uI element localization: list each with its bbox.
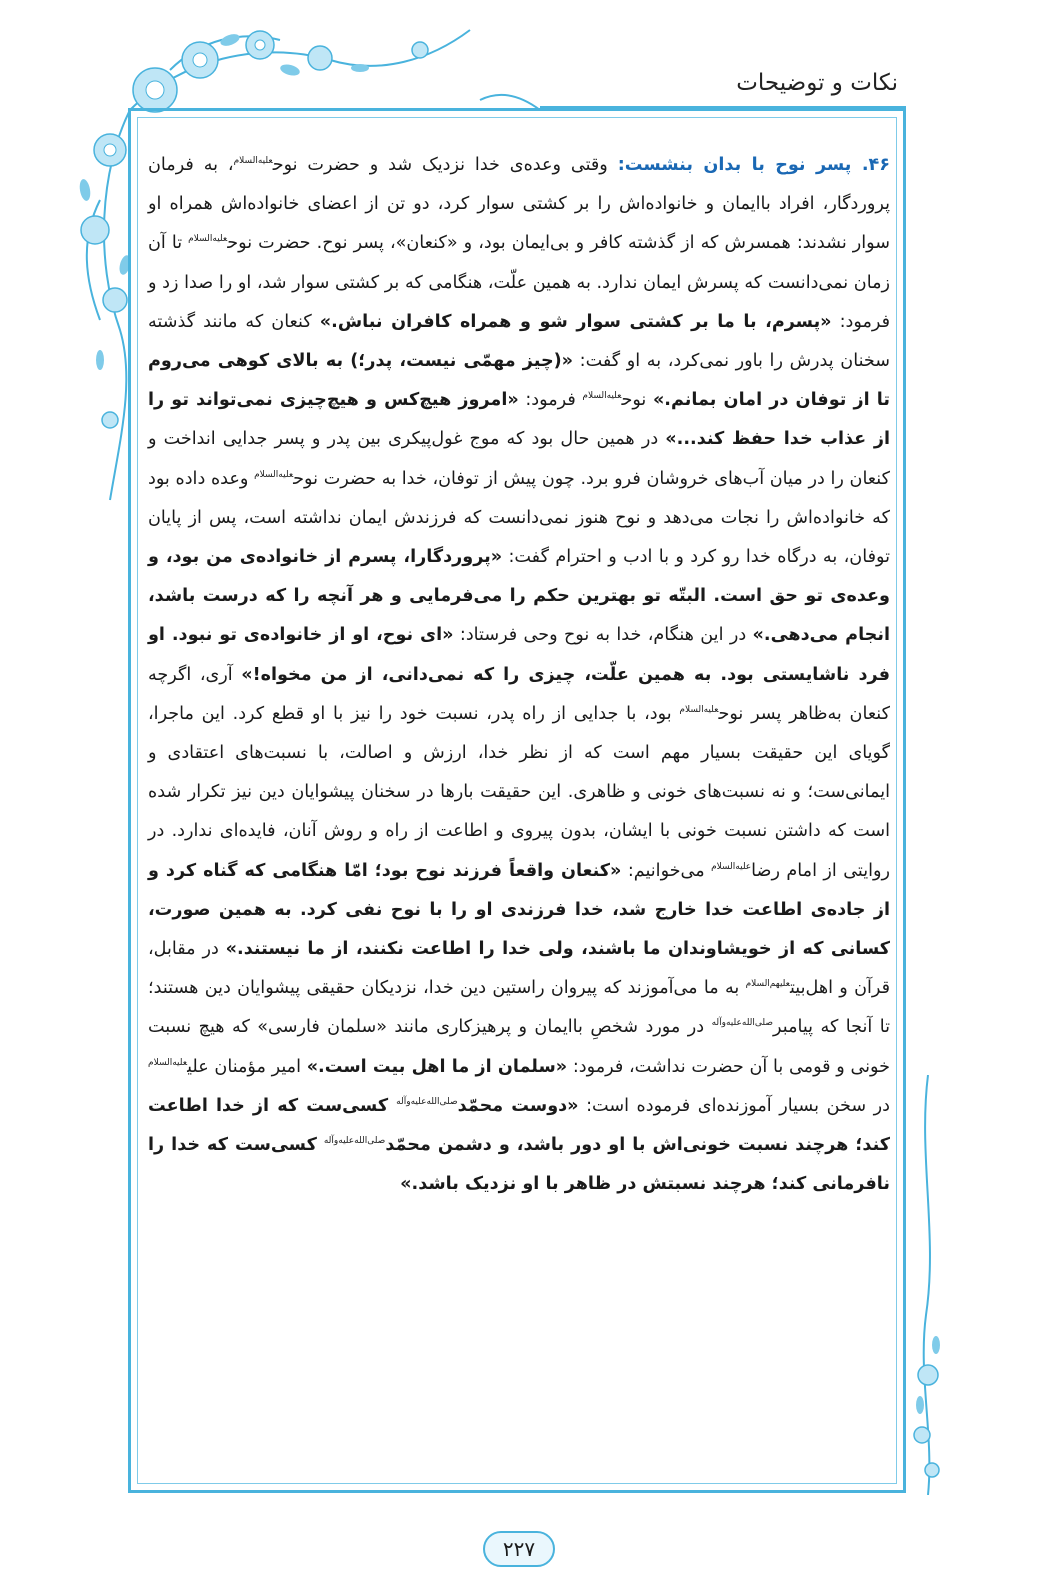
quote-bold-text: «پسرم، با ما بر کشتی سوار شو و همراه کافران نباش.»	[319, 311, 832, 332]
body-text: تا آن زمان نمی‌دانست که پسرش ایمان ندارد. به همین علّت، هنگامی که بر کشتی سوار شد، او را صدا زد و فرمود:	[148, 233, 890, 332]
body-paragraph	[148, 146, 890, 1204]
page-number: ۲۲۷	[483, 1531, 555, 1567]
body-text: کنعان که مانند گذشته سخنان پدرش را باور نمی‌کرد، به او گفت:	[148, 311, 890, 372]
quote-bold-text: «دوست محمّد	[457, 1095, 579, 1116]
honorific-glyph: علیه‌السلام	[254, 469, 294, 480]
body-text: در مورد شخصِ باایمان و پرهیزکاری مانند «سلمان فارسی» که هیچ نسبت خونی و قومی با آن حضرت نداشت، فرمود:	[148, 1017, 891, 1077]
honorific-glyph: علیه‌السلام	[188, 234, 228, 245]
honorific-glyph: علیه‌السلام	[148, 1057, 188, 1068]
body-text: در این هنگام، خدا به نوح وحی فرستاد:	[453, 625, 753, 646]
paragraph-text	[148, 155, 890, 1194]
quote-bold-text: «پروردگارا، پسرم از خانواده‌ی من بود، و وعده‌ی تو حق است. البتّه تو بهترین حکم را می‌فرمایی و هر آنچه را که درست باشد، انجام می‌دهی.»	[148, 547, 890, 646]
header-rule	[540, 106, 906, 108]
honorific-glyph: علیه‌السلام	[233, 156, 273, 167]
quote-bold-text: «سلمان از ما اهل بیت است.»	[306, 1056, 568, 1077]
honorific-glyph: علیهم‌السلام	[745, 979, 790, 990]
body-text: نوح	[621, 390, 653, 411]
honorific-glyph: علیه‌السلام	[582, 391, 622, 402]
quote-bold-text: «ای نوح، او از خانواده‌ی تو نبود. او فرد ناشایستی بود. به همین علّت، چیزی را که نمی‌دانی، از من مخواه!»	[148, 625, 890, 685]
quote-bold-text: کسی‌ست که از خدا اطاعت کند؛ هرچند نسبت خونی‌اش با او دور باشد، و دشمن محمّد	[148, 1095, 890, 1156]
body-text: می‌خوانیم:	[621, 860, 712, 881]
quote-bold-text: «امروز هیچ‌کس و هیچ‌چیزی نمی‌تواند تو را از عذاب خدا حفظ کند...»	[148, 390, 890, 450]
body-text: در سخن بسیار آموزنده‌ای فرموده است:	[578, 1095, 890, 1116]
body-text: در مقابل، قرآن و اهل‌بیت	[148, 939, 890, 999]
honorific-glyph: صلی‌الله‌علیه‌وآله	[323, 1136, 386, 1147]
honorific-glyph: صلی‌الله‌علیه‌وآله	[396, 1097, 458, 1108]
body-text: آری، اگرچه کنعان به‌ظاهر پسر نوح	[148, 664, 890, 724]
quote-bold-text: «(چیز مهمّی نیست، پدر؛) به بالای کوهی می‌روم تا از توفان در امان بمانم.»	[148, 351, 891, 411]
honorific-glyph: صلی‌الله‌علیه‌وآله	[711, 1018, 774, 1029]
page-header-title: نکات و توضیحات	[736, 70, 898, 96]
body-text: وقتی وعده‌ی خدا نزدیک شد و حضرت نوح	[272, 155, 618, 175]
body-text: به ما می‌آموزند که پیروان راستین دین خدا، نزدیکان حقیقی پیشوایان دین هستند؛ تا آنجا که پیامبر	[148, 978, 890, 1038]
body-text: وعده داده بود که خانواده‌اش را نجات می‌دهد و نوح هنوز نمی‌دانست که فرزندش ایمان نداشته است، پس از پایان توفان، به درگاه خدا رو کرد و با ادب و احترام گفت:	[148, 468, 890, 568]
floral-side-ornament-icon	[898, 1075, 958, 1495]
body-text: فرمود:	[518, 390, 583, 411]
honorific-glyph: علیه‌السلام	[679, 704, 719, 715]
quote-bold-text: کسی‌ست که خدا را نافرمانی کند؛ هرچند نسبتش در ظاهر با او نزدیک باشد.»	[148, 1135, 890, 1195]
paragraph-lead: ۴۶. پسر نوح با بدان بنشست:	[617, 155, 890, 175]
body-text: امیر مؤمنان علی	[187, 1056, 307, 1077]
honorific-glyph: علیه‌السلام	[711, 861, 752, 872]
body-text: ، به فرمان پروردگار، افراد باایمان و خانواده‌اش را بر کشتی سوار کرد، دو تن از اعضای خانواده‌اش همراه او سوار نشدند: همسرش که از گذشته کافر و بی‌ایمان بود، و «کنعان»، پسر نوح. حضرت نوح	[148, 155, 890, 254]
body-text: بود، با جدایی از راه پدر، نسبت خود را نیز با او قطع کرد. این ماجرا، گویای این حقیقت بسیار مهم است که از نظر خدا، ارزش و اصالت، با نسبت‌های اعتقادی و ایمانی‌ست؛ و نه نسبت‌های خونی و ظاهری. این حقیقت بارها در سخنان پیشوایان دین نیز تکرار شده است که داشتن نسبت خونی با ایشان، بدون پیروی و اطاعت از راه و روش آنان، فایده‌ای ندارد. در روایتی از امام رضا	[148, 703, 890, 881]
body-text: در همین حال بود که موج غول‌پیکری بین پدر و پسر جدایی انداخت و کنعان را در میان آب‌های خروشان فرو برد. چون پیش از توفان، خدا به حضرت نوح	[148, 429, 890, 489]
quote-bold-text: «کنعان واقعاً فرزند نوح بود؛ امّا هنگامی که گناه کرد و از جاده‌ی اطاعت خدا خارج شد، خدا فرزندی او را با نوح نفی کرد. به همین صورت، کسانی که از خویشاوندان ما باشند، ولی خدا را اطاعت نکنند، از ما نیستند.»	[148, 860, 890, 960]
